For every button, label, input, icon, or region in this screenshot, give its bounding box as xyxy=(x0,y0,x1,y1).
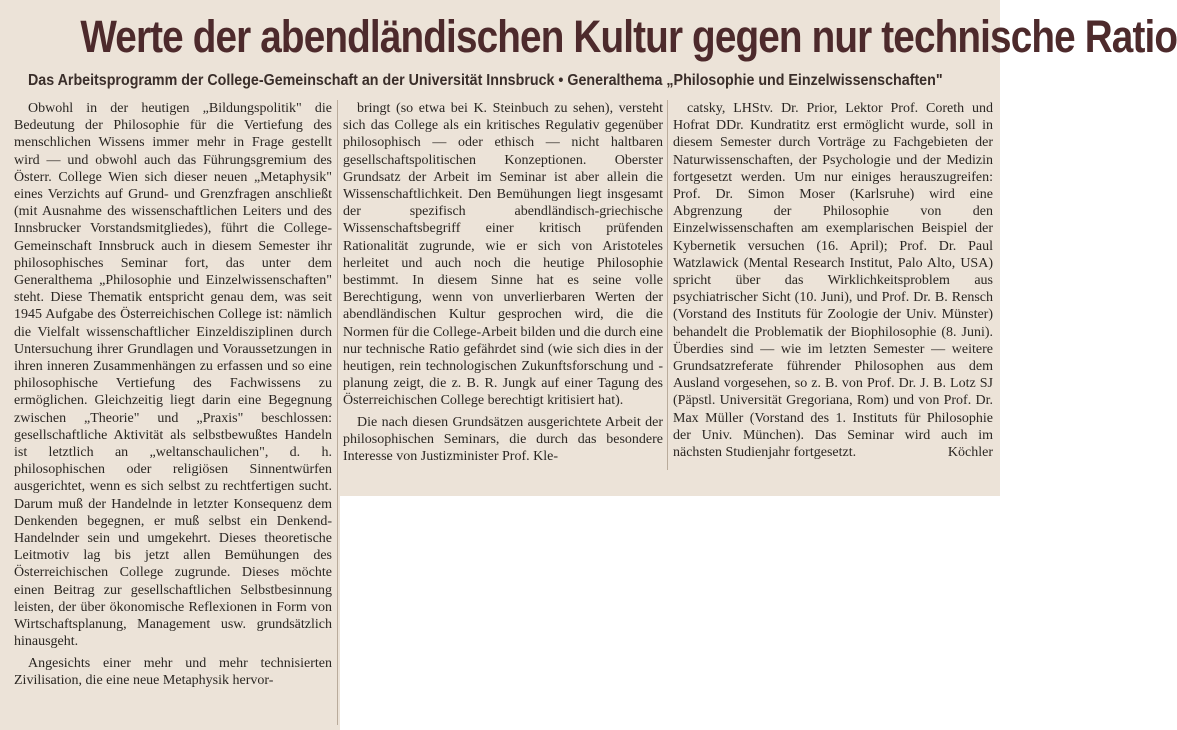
column-divider-1 xyxy=(337,100,338,725)
article-headline: Werte der abendländischen Kultur gegen nur technische Ratio xyxy=(80,11,1177,62)
article-column-1 xyxy=(14,100,332,689)
column-2-paragraph-1: bringt (so etwa bei K. Steinbuch zu sehen), versteht sich das College als ein kritisches Regulativ gegenüber philosophisch — oder ethisch — nicht haltbaren gesellschaftspolitischen Konzeptionen. Oberster Grundsatz der Arbeit im Seminar ist aber allein die Wissenschaftlichkeit. Den Bemühungen liegt insgesamt der spezifisch abendländisch-griechische Wissenschaftsbegriff einer kritisch prüfenden Rationalität zugrunde, wie er sich von Aristoteles herleitet und auch noch die heutige Philosophie bestimmt. In diesem Sinne hat es seine volle Berechtigung, wenn von unverlierbaren Werten der abendländischen Kultur gesprochen wird, die die Normen für die College-Arbeit bilden und die durch eine nur technische Ratio gefährdet sind (wie sich dies in der heutigen, rein technologischen Zukunftsforschung und -planung zeigt, die z. B. R. Jungk auf einer Tagung des Österreichischen College berechtigt kritisiert hat). xyxy=(343,101,663,409)
article-column-3 xyxy=(673,100,993,461)
blank-area xyxy=(340,496,1000,730)
article-column-2 xyxy=(343,100,663,465)
article-author: Köchler xyxy=(947,445,993,461)
column-divider-2 xyxy=(667,100,668,470)
column-3-paragraph-1 xyxy=(673,100,993,461)
article-subhead: Das Arbeitsprogramm der College-Gemeinschaft an der Universität Innsbruck • Generalthema „Philosophie und Einzelwissenschaften" xyxy=(28,72,943,89)
column-2-paragraph-2: Die nach diesen Grundsätzen ausgerichtete Arbeit der philosophischen Seminars, die durch das besondere Interesse von Justizminister Prof. Kle- xyxy=(343,414,663,465)
column-3-paragraph-1-text: catsky, LHStv. Dr. Prior, Lektor Prof. Coreth und Hofrat DDr. Kundratitz erst ermöglicht wurde, soll in diesem Semester durch Vorträge zu Fachgebieten der Naturwissenschaften, der Psychologie und der Medizin fortgesetzt werden. Um nur einiges herauszugreifen: Prof. Dr. Simon Moser (Karlsruhe) wird eine Abgrenzung der Philosophie von den Einzelwissenschaften am exemplarischen Beispiel der Kybernetik versuchen (16. April); Prof. Dr. Paul Watzlawick (Mental Research Institut, Palo Alto, USA) spricht über das Wirklichkeitsproblem aus psychiatrischer Sicht (10. Juni), und Prof. Dr. B. Rensch (Vorstand des Instituts für Zoologie der Univ. Münster) behandelt die Problematik der Biophilosophie (8. Juni). Überdies sind — wie im letzten Semester — weitere Grundsatzreferate führender Philosophen aus dem Ausland vorgesehen, so z. B. von Prof. Dr. J. B. Lotz SJ (Päpstl. Universität Gregoriana, Rom) und von Prof. Dr. Max Müller (Vorstand des 1. Instituts für Philosophie der Univ. München). Das Seminar wird auch im nächsten Studienjahr fortgesetzt. xyxy=(673,101,993,461)
column-1-paragraph-1: Obwohl in der heutigen „Bildungspolitik" die Bedeutung der Philosophie für die Vertiefung des menschlichen Wissens immer mehr in Frage gestellt wird — und obwohl auch das Führungsgremium des Österr. College Wien sich dieser neuen „Metaphysik" eines Verzichts auf Grund- und Grenzfragen anschließt (mit Ausnahme des wissenschaftlichen Leiters und des Innsbrucker Vorstandsmitgliedes), führt die College-Gemeinschaft Innsbruck auch in diesem Semester ihr philosophisches Seminar fort, das unter dem Generalthema „Philosophie und Einzelwissenschaften" steht. Diese Thematik entspricht genau dem, was seit 1945 Aufgabe des Österreichischen College ist: nämlich die Vielfalt wissenschaftlicher Einzeldisziplinen durch Untersuchung ihrer Grundlagen und Voraussetzungen in ihren inneren Zusammenhängen zu erfassen und so eine philosophische Vertiefung des Fachwissens zu ermöglichen. Gleichzeitig liegt darin eine Begegnung zwischen „Theorie" und „Praxis" beschlossen: gesellschaftliche Aktivität als selbstbewußtes Handeln ist letztlich an „weltanschaulichen", d. h. philosophischen oder religiösen Sinnentwürfen ausgerichtet, wenn es sich selbst zu rechtfertigen sucht. Darum muß der Handelnde in letzter Konsequenz dem Denkenden begegnen, er muß selbst ein Denkend-Handelnder sein und umgekehrt. Dieses theoretische Leitmotiv lag bis jetzt allen Bemühungen des Österreichischen College zugrunde. Dieses möchte einen Beitrag zur gesellschaftlichen Selbstbesinnung leisten, der über ökonomische Reflexionen in Form von Wirtschaftsplanung, Management usw. grundsätzlich hinausgeht. xyxy=(14,101,332,650)
column-1-paragraph-2: Angesichts einer mehr und mehr technisierten Zivilisation, die eine neue Metaphysik hervor- xyxy=(14,655,332,688)
